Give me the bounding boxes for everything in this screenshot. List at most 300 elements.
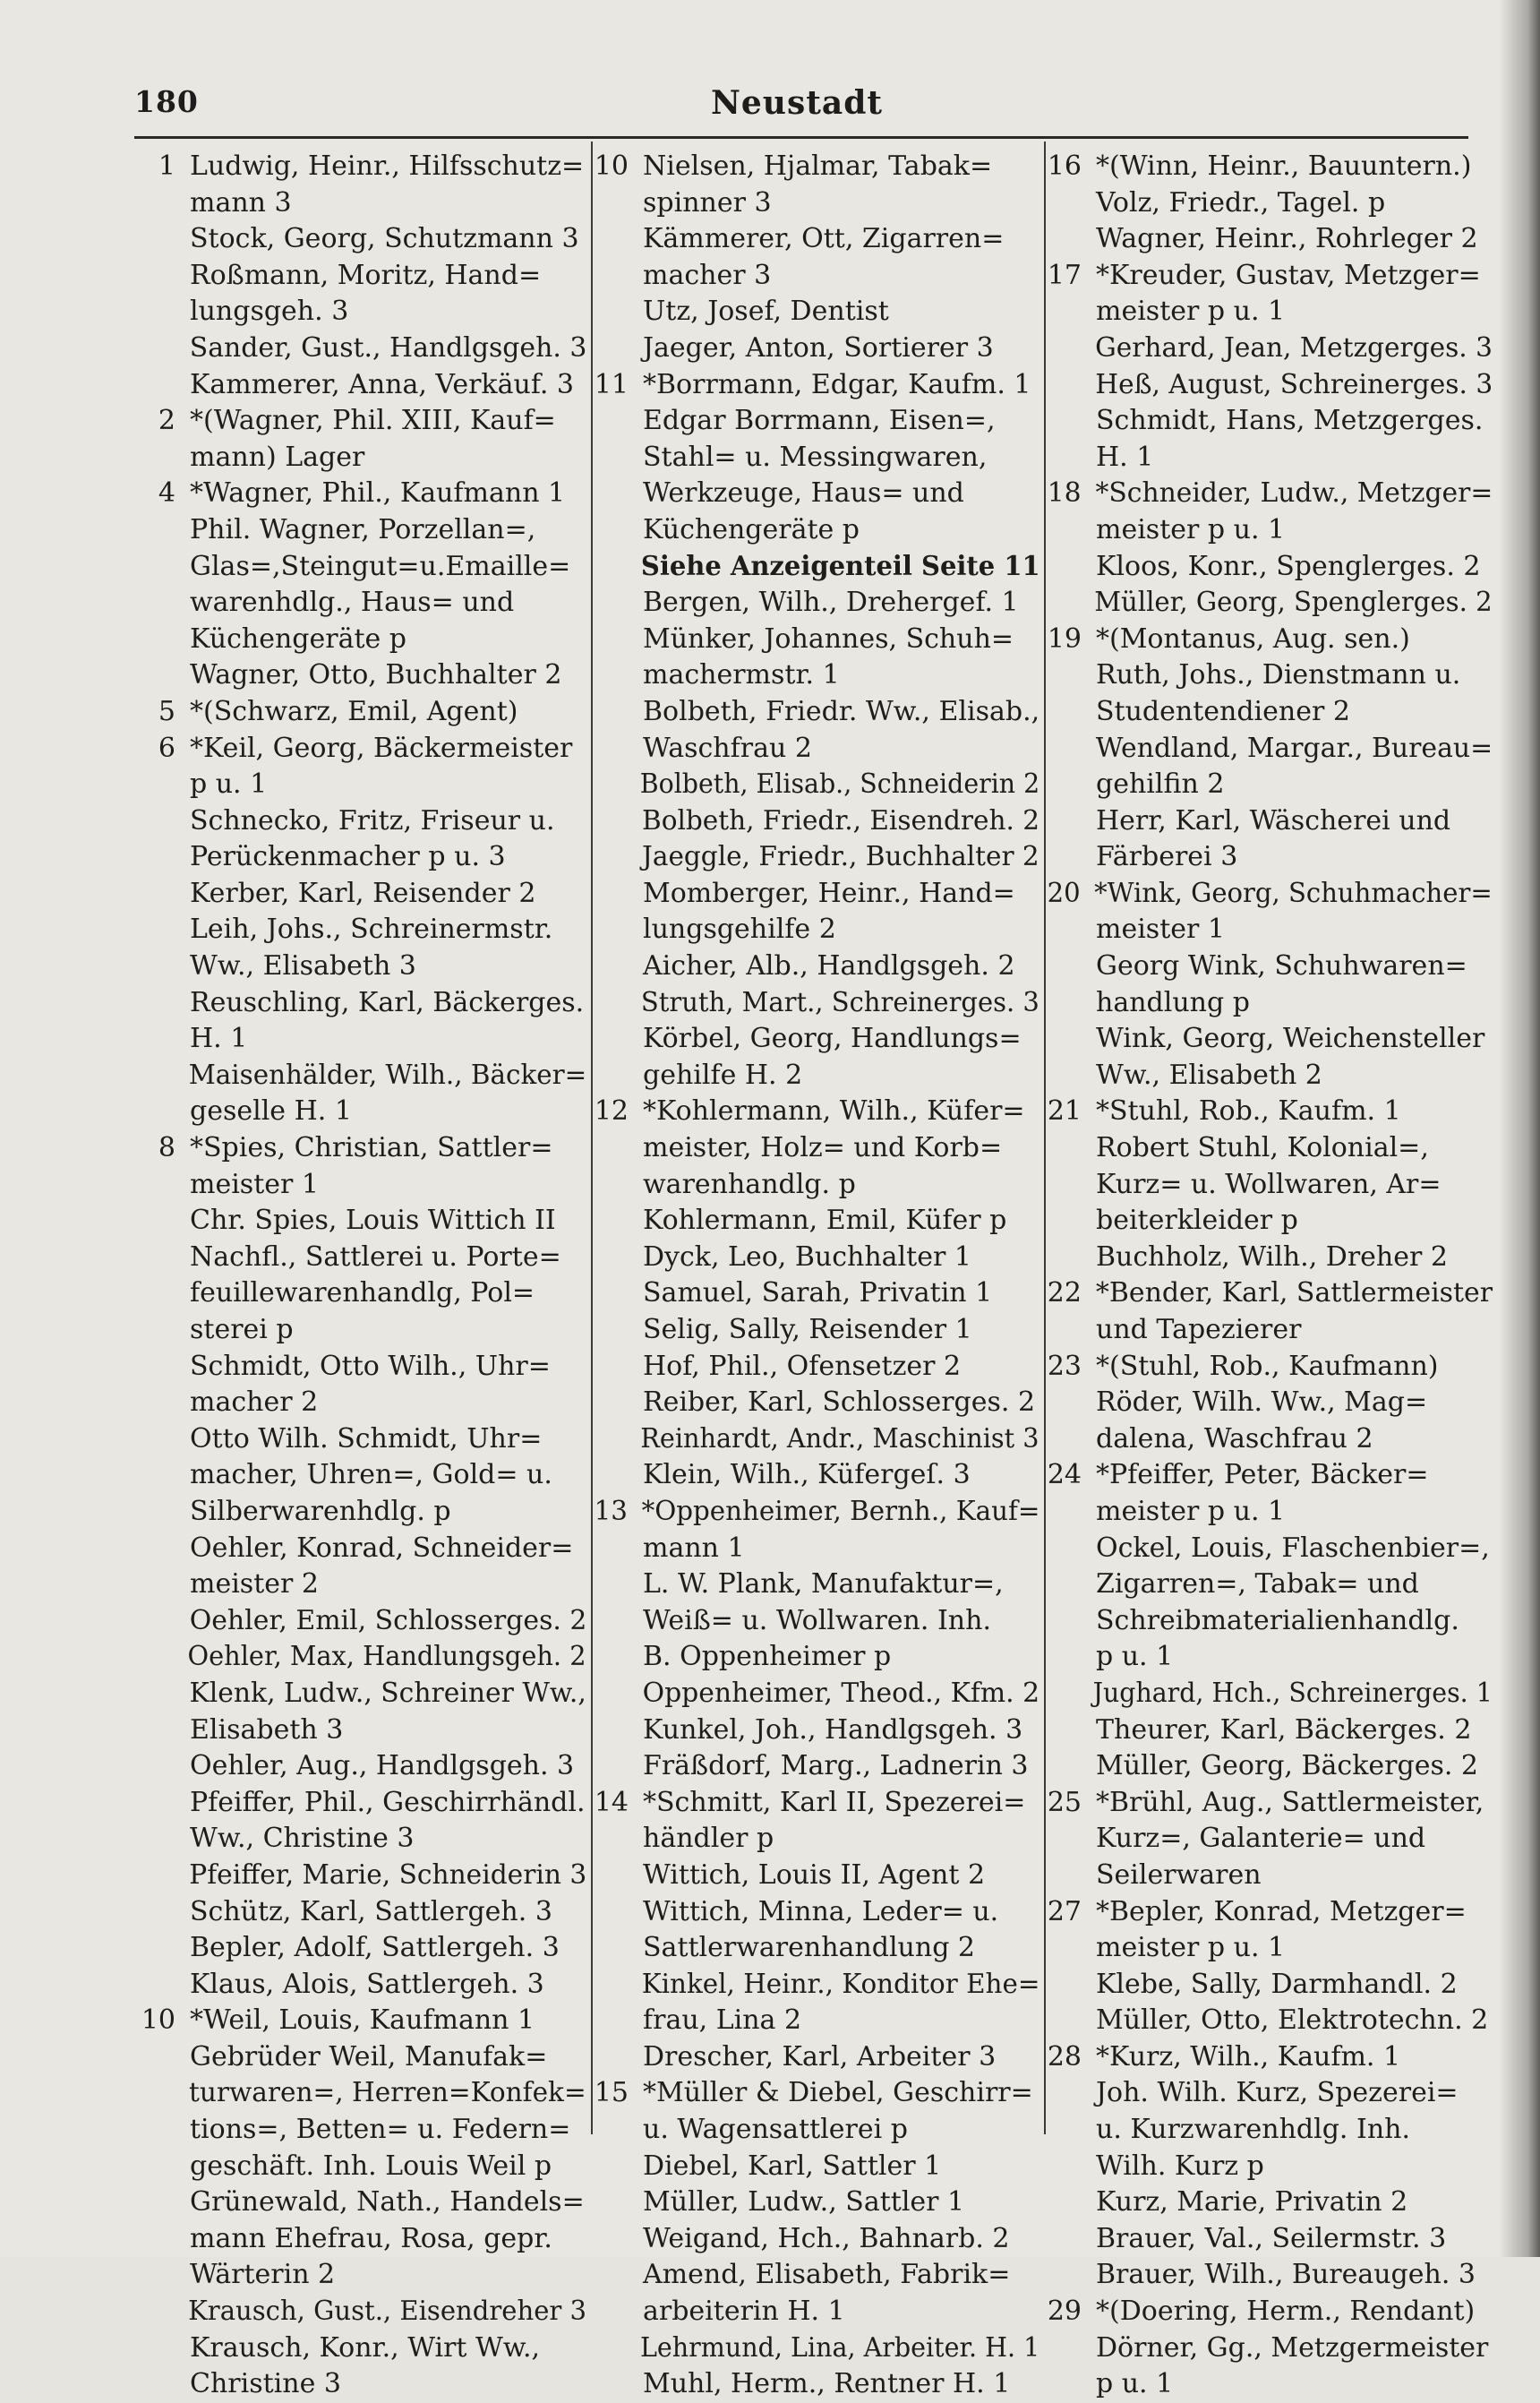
- house-number: [587, 585, 643, 622]
- house-number: 14: [594, 1786, 629, 1818]
- resident-entry: Kurz, Marie, Privatin 2: [1096, 2186, 1408, 2218]
- directory-line: [587, 1603, 1040, 1640]
- directory-line: [587, 476, 1040, 512]
- resident-entry: *Weil, Louis, Kaufmann 1: [190, 2004, 535, 2037]
- house-number: [1040, 731, 1096, 768]
- resident-entry: *(Stuhl, Rob., Kaufmann): [1096, 1350, 1439, 1382]
- house-number: [1040, 694, 1096, 731]
- directory-line: [1040, 2294, 1493, 2330]
- resident-entry: Ludwig, Heinr., Hilfsschutz=: [190, 150, 585, 182]
- directory-line: [587, 1858, 1040, 1894]
- house-number: 2: [158, 405, 175, 437]
- resident-entry: Lehrmund, Lina, Arbeiter. H. 1: [639, 2331, 1040, 2364]
- resident-entry: Elisabeth 3: [190, 1713, 344, 1746]
- house-number: [587, 1203, 643, 1240]
- directory-line: [587, 985, 1040, 1022]
- directory-line: [1040, 2039, 1493, 2076]
- house-number: 15: [594, 2077, 629, 2109]
- directory-line: [1040, 1021, 1493, 1058]
- resident-entry: Nachfl., Sattlerei u. Porte=: [190, 1240, 561, 1273]
- house-number: [134, 221, 190, 258]
- house-number: [587, 876, 643, 913]
- directory-line: [134, 512, 586, 549]
- resident-entry: Fräßdorf, Marg., Ladnerin 3: [643, 1750, 1029, 1782]
- resident-entry: Wagner, Heinr., Rohrleger 2: [1096, 223, 1478, 255]
- house-number: 8: [158, 1132, 175, 1164]
- column-3: [1040, 149, 1493, 2400]
- resident-entry: warenhdlg., Haus= und: [190, 587, 515, 619]
- resident-entry: Wendland, Margar., Bureau=: [1095, 732, 1493, 764]
- resident-entry: Werkzeuge, Haus= und: [643, 477, 964, 510]
- directory-line: [587, 876, 1040, 913]
- house-number: [1040, 549, 1096, 586]
- resident-entry: Oehler, Aug., Handlgsgeh. 3: [190, 1750, 575, 1782]
- directory-line: [1040, 1639, 1493, 1676]
- resident-entry: *Bepler, Konrad, Metzger=: [1096, 1895, 1467, 1927]
- house-number: [1040, 2257, 1096, 2294]
- house-number: [1040, 2112, 1096, 2149]
- house-number: [587, 948, 643, 985]
- directory-line: [1040, 912, 1493, 948]
- directory-line: [1040, 1203, 1493, 1240]
- directory-line: [587, 185, 1040, 222]
- directory-line: [587, 1167, 1040, 1204]
- resident-entry: *Oppenheimer, Bernh., Kauf=: [641, 1495, 1040, 1527]
- directory-line: [1040, 149, 1493, 185]
- resident-entry: meister, Holz= und Korb=: [643, 1132, 1003, 1164]
- resident-entry: turwaren=, Herren=Konfek=: [189, 2077, 586, 2109]
- house-number: [134, 803, 190, 840]
- resident-entry: Bolbeth, Friedr. Ww., Elisab.,: [643, 695, 1040, 727]
- directory-line: [587, 2184, 1040, 2221]
- directory-line: [1040, 1058, 1493, 1094]
- directory-line: [1040, 1821, 1493, 1858]
- directory-line: [134, 2330, 586, 2367]
- resident-entry: *Kreuder, Gustav, Metzger=: [1096, 259, 1481, 291]
- directory-line: [1040, 985, 1493, 1022]
- resident-entry: mann) Lager: [190, 441, 365, 473]
- resident-entry: händler p: [643, 1823, 774, 1855]
- house-number: [1040, 803, 1096, 840]
- resident-entry: Bolbeth, Friedr., Eisendreh. 2: [642, 804, 1040, 837]
- resident-entry: Körbel, Georg, Handlungs=: [643, 1023, 1022, 1055]
- resident-entry: Wittich, Minna, Leder= u.: [643, 1895, 999, 1927]
- resident-entry: Brauer, Val., Seilermstr. 3: [1096, 2222, 1447, 2254]
- house-number: [134, 1421, 190, 1458]
- directory-line: [1040, 2112, 1493, 2149]
- resident-entry: Phil. Wagner, Porzellan=,: [190, 513, 536, 545]
- house-number: [134, 585, 190, 622]
- directory-line: [134, 403, 586, 440]
- house-number: 19: [1047, 622, 1082, 655]
- directory-line: [1040, 1894, 1493, 1931]
- house-number: 20: [1047, 877, 1081, 909]
- directory-line: [1040, 731, 1491, 768]
- house-number: 28: [1047, 2040, 1082, 2073]
- resident-entry: machermstr. 1: [643, 659, 840, 691]
- house-number: [134, 330, 190, 367]
- directory-line: [587, 149, 1040, 185]
- directory-line: [1040, 1712, 1493, 1749]
- resident-entry: Reiber, Karl, Schlosserges. 2: [643, 1386, 1036, 1419]
- resident-entry: handlung p: [1096, 986, 1250, 1018]
- house-number: [587, 2294, 643, 2330]
- resident-entry: p u. 1: [190, 768, 268, 801]
- resident-entry: Amend, Elisabeth, Fabrik=: [643, 2259, 1011, 2291]
- resident-entry: Herr, Karl, Wäscherei und: [1096, 804, 1451, 837]
- directory-line: [1040, 1094, 1493, 1130]
- directory-line: [587, 367, 1040, 404]
- house-number: [1040, 294, 1096, 330]
- resident-entry: Kämmerer, Ott, Zigarren=: [643, 223, 1005, 255]
- house-number: 27: [1047, 1895, 1082, 1927]
- house-number: [587, 549, 641, 586]
- house-number: [1040, 585, 1094, 622]
- resident-entry: Buchholz, Wilh., Dreher 2: [1096, 1240, 1448, 1273]
- directory-line: [1040, 367, 1493, 404]
- resident-entry: meister 1: [1096, 914, 1225, 946]
- resident-entry: Weigand, Hch., Bahnarb. 2: [643, 2222, 1010, 2254]
- resident-entry: Küchengeräte p: [643, 513, 860, 545]
- house-number: 22: [1047, 1277, 1082, 1309]
- resident-entry: Wilh. Kurz p: [1096, 2150, 1264, 2182]
- directory-line: [134, 221, 586, 258]
- resident-entry: Kohlermann, Emil, Küfer p: [643, 1205, 1007, 1237]
- resident-entry: Grünewald, Nath., Handels=: [190, 2186, 585, 2218]
- resident-entry: Wärterin 2: [190, 2259, 336, 2291]
- directory-line: [1040, 1967, 1493, 2004]
- house-number: 24: [1047, 1459, 1082, 1491]
- directory-line: [1040, 948, 1493, 985]
- resident-entry: Ruth, Johs., Dienstmann u.: [1096, 659, 1461, 691]
- house-number: [1040, 1712, 1096, 1749]
- directory-line: [587, 2366, 1040, 2403]
- directory-line: [587, 1531, 1040, 1567]
- directory-line: [1040, 1275, 1492, 1312]
- house-number: [134, 1821, 190, 1858]
- house-number: [587, 657, 643, 694]
- directory-line: [1040, 1167, 1493, 1204]
- resident-entry: Schütz, Karl, Sattlergeh. 3: [190, 1895, 552, 1927]
- directory-line: [587, 1130, 1040, 1167]
- resident-entry: Otto Wilh. Schmidt, Uhr=: [190, 1422, 543, 1455]
- directory-line: [134, 694, 586, 731]
- house-number: [134, 657, 190, 694]
- house-number: [1040, 1421, 1096, 1458]
- resident-entry: Röder, Wilh. Ww., Mag=: [1096, 1386, 1428, 1419]
- house-number: [1040, 1058, 1096, 1094]
- directory-line: [587, 912, 1040, 948]
- resident-entry: *Borrmann, Edgar, Kaufm. 1: [643, 368, 1031, 400]
- house-number: [134, 1457, 190, 1494]
- house-number: [587, 2330, 640, 2367]
- house-number: [1040, 440, 1096, 476]
- resident-entry: *Brühl, Aug., Sattlermeister,: [1096, 1786, 1484, 1818]
- resident-entry: Diebel, Karl, Sattler 1: [643, 2150, 942, 2182]
- house-number: [134, 1494, 190, 1531]
- resident-entry: arbeiterin H. 1: [643, 2296, 845, 2328]
- directory-line: [587, 1930, 1040, 1967]
- house-number: [1040, 512, 1096, 549]
- directory-line: [587, 440, 1040, 476]
- resident-entry: Silberwarenhdlg. p: [190, 1495, 451, 1527]
- resident-entry: mann 3: [190, 186, 292, 219]
- resident-entry: lungsgeh. 3: [190, 296, 349, 328]
- house-number: [134, 985, 190, 1022]
- directory-line: [134, 1457, 586, 1494]
- resident-entry: Heß, August, Schreinerges. 3: [1095, 368, 1493, 400]
- directory-line: [1040, 1603, 1493, 1640]
- house-number: 29: [1047, 2296, 1082, 2328]
- running-title: Neustadt: [710, 84, 883, 122]
- directory-line: [587, 731, 1040, 768]
- directory-line: [134, 2003, 586, 2039]
- directory-line: [587, 2039, 1040, 2076]
- house-number: [134, 912, 190, 948]
- resident-entry: spinner 3: [643, 186, 772, 219]
- house-number: 12: [594, 1095, 629, 1128]
- directory-line: [587, 1821, 1040, 1858]
- resident-entry: Waschfrau 2: [643, 732, 812, 764]
- advertisement-reference: Siehe Anzeigenteil Seite 11: [640, 550, 1040, 582]
- directory-line: [587, 948, 1040, 985]
- directory-line: [1040, 440, 1493, 476]
- resident-entry: Wittich, Louis II, Agent 2: [643, 1858, 986, 1891]
- directory-line: [134, 2075, 586, 2112]
- house-number: [587, 476, 643, 512]
- directory-line: [587, 221, 1040, 258]
- house-number: [587, 1676, 643, 1712]
- resident-entry: Seilerwaren: [1096, 1858, 1262, 1891]
- resident-entry: H. 1: [190, 1023, 248, 1055]
- house-number: [134, 440, 190, 476]
- directory-line: [1040, 1312, 1493, 1349]
- directory-line: [587, 1785, 1040, 1822]
- directory-line: [1040, 403, 1493, 440]
- resident-entry: Gerhard, Jean, Metzgerges. 3: [1095, 331, 1493, 364]
- directory-line: [587, 1349, 1040, 1386]
- house-number: [1040, 948, 1096, 985]
- house-number: [1040, 2184, 1096, 2221]
- directory-line: [134, 622, 586, 658]
- house-number: 1: [158, 150, 175, 182]
- house-number: [587, 1349, 643, 1386]
- resident-entry: Stock, Georg, Schutzmann 3: [190, 223, 579, 255]
- house-number: [1040, 2330, 1096, 2367]
- resident-entry: *(Schwarz, Emil, Agent): [190, 695, 518, 727]
- house-number: [134, 1639, 188, 1676]
- directory-line: [1040, 2221, 1493, 2258]
- directory-line: [587, 2112, 1040, 2149]
- resident-entry: und Tapezierer: [1096, 1314, 1302, 1345]
- resident-entry: Ww., Elisabeth 2: [1096, 1059, 1322, 1091]
- directory-line: [134, 1748, 586, 1785]
- directory-line: [587, 767, 1040, 803]
- house-number: [134, 839, 190, 876]
- house-number: [134, 2184, 190, 2221]
- directory-line: [587, 294, 1040, 330]
- house-number: [587, 839, 642, 876]
- house-number: [134, 2075, 189, 2112]
- resident-entry: *Keil, Georg, Bäckermeister: [190, 732, 573, 764]
- house-number: [1040, 1639, 1096, 1676]
- house-number: [587, 294, 643, 330]
- directory-line: [1040, 2366, 1493, 2403]
- house-number: [134, 1240, 190, 1276]
- house-number: [1040, 1240, 1096, 1276]
- resident-entry: meister 1: [190, 1168, 319, 1200]
- directory-line: [587, 2075, 1040, 2112]
- house-number: [1040, 985, 1096, 1022]
- house-number: [587, 258, 643, 295]
- house-number: [587, 1167, 643, 1204]
- house-number: [134, 367, 190, 404]
- directory-line: [1040, 2075, 1493, 2112]
- house-number: [134, 1349, 190, 1386]
- house-number: [134, 294, 190, 330]
- house-number: 17: [1047, 259, 1082, 291]
- directory-line: [1040, 2003, 1493, 2039]
- house-number: [1040, 1676, 1093, 1712]
- house-number: [134, 185, 190, 222]
- page-number: 180: [134, 84, 199, 119]
- resident-entry: Reinhardt, Andr., Maschinist 3: [640, 1422, 1040, 1455]
- house-number: [134, 1021, 190, 1058]
- house-number: [134, 1312, 190, 1349]
- house-number: [587, 1894, 643, 1931]
- house-number: [587, 2257, 643, 2294]
- resident-entry: B. Oppenheimer p: [643, 1641, 892, 1673]
- directory-line: [587, 512, 1040, 549]
- directory-line: [1040, 767, 1493, 803]
- resident-entry: Maisenhälder, Wilh., Bäcker=: [188, 1059, 587, 1091]
- resident-entry: Oehler, Konrad, Schneider=: [190, 1532, 574, 1564]
- directory-line: [1040, 1566, 1493, 1603]
- resident-entry: *Schneider, Ludw., Metzger=: [1095, 477, 1493, 510]
- resident-entry: Pfeiffer, Phil., Geschirrhändl.: [190, 1786, 586, 1818]
- resident-entry: Christine 3: [190, 2368, 341, 2400]
- directory-line: [134, 258, 586, 295]
- directory-line: [134, 549, 586, 586]
- resident-entry: Struth, Mart., Schreinerges. 3: [640, 986, 1040, 1018]
- directory-line: [134, 839, 586, 876]
- house-number: [1040, 1821, 1096, 1858]
- directory-line: [1040, 330, 1493, 367]
- directory-line: [1040, 512, 1493, 549]
- directory-line: [1040, 2257, 1493, 2294]
- house-number: [587, 1639, 643, 1676]
- house-number: [134, 2366, 190, 2403]
- resident-entry: lungsgehilfe 2: [643, 914, 836, 946]
- house-number: [1040, 1858, 1096, 1894]
- house-number: [134, 1785, 190, 1822]
- resident-entry: Ww., Christine 3: [190, 1823, 415, 1855]
- directory-line: [134, 1130, 586, 1167]
- house-number: [1040, 1203, 1096, 1240]
- house-number: [1040, 2366, 1096, 2403]
- directory-line: [1040, 476, 1493, 512]
- directory-line: [587, 622, 1040, 658]
- resident-entry: Edgar Borrmann, Eisen=,: [643, 405, 996, 437]
- house-number: [587, 2039, 643, 2076]
- house-number: [587, 1930, 643, 1967]
- directory-line: [134, 294, 586, 330]
- resident-entry: gehilfe H. 2: [643, 1059, 803, 1091]
- resident-entry: Kurz= u. Wollwaren, Ar=: [1096, 1168, 1442, 1200]
- resident-entry: Müller, Otto, Elektrotechn. 2: [1096, 2004, 1489, 2037]
- house-number: [1040, 912, 1096, 948]
- house-number: [587, 622, 643, 658]
- house-number: [587, 1821, 643, 1858]
- house-number: [134, 1385, 190, 1421]
- house-number: [587, 1457, 643, 1494]
- house-number: [1040, 1930, 1096, 1967]
- resident-entry: *Kurz, Wilh., Kaufm. 1: [1096, 2040, 1401, 2073]
- resident-entry: Küchengeräte p: [190, 622, 407, 655]
- directory-line: [134, 330, 585, 367]
- resident-entry: Samuel, Sarah, Privatin 1: [643, 1277, 993, 1309]
- resident-entry: Klein, Wilh., Küfergeſ. 3: [643, 1459, 971, 1491]
- directory-line: [587, 1748, 1040, 1785]
- house-number: [587, 1275, 643, 1312]
- resident-entry: Zigarren=, Tabak= und: [1096, 1568, 1419, 1601]
- house-number: [587, 1603, 643, 1640]
- house-number: [134, 2294, 188, 2330]
- directory-line: [587, 1240, 1040, 1276]
- house-number: [587, 1021, 643, 1058]
- directory-line: [134, 1566, 586, 1603]
- directory-line: [134, 2257, 586, 2294]
- resident-entry: Selig, Sally, Reisender 1: [643, 1314, 972, 1345]
- directory-line: [134, 767, 586, 803]
- resident-entry: Hof, Phil., Ofensetzer 2: [643, 1350, 962, 1382]
- resident-entry: Färberei 3: [1096, 841, 1238, 873]
- directory-line: [587, 1385, 1040, 1421]
- resident-entry: Jughard, Hch., Schreinerges. 1: [1092, 1677, 1493, 1709]
- directory-line: [587, 1894, 1040, 1931]
- resident-entry: Klenk, Ludw., Schreiner Ww.,: [189, 1677, 586, 1709]
- directory-line: [587, 2003, 1040, 2039]
- directory-line: [134, 1785, 586, 1822]
- house-number: [134, 1566, 190, 1603]
- house-number: [1040, 767, 1096, 803]
- directory-line: [1040, 1240, 1493, 1276]
- directory-line: [587, 2294, 1040, 2330]
- directory-line: [134, 948, 586, 985]
- directory-line: [587, 1566, 1040, 1603]
- directory-line: [1040, 1531, 1493, 1567]
- resident-entry: meister p u. 1: [1096, 1495, 1286, 1527]
- house-number: [134, 1058, 189, 1094]
- directory-line: [1040, 2330, 1493, 2367]
- resident-entry: u. Kurzwarenhdlg. Inh.: [1096, 2114, 1411, 2146]
- house-number: [1040, 1021, 1096, 1058]
- resident-entry: warenhandlg. p: [643, 1168, 856, 1200]
- resident-entry: Stahl= u. Messingwaren,: [643, 441, 988, 473]
- directory-line: [134, 985, 586, 1022]
- house-number: [134, 1967, 190, 2004]
- resident-entry: *Stuhl, Rob., Kaufm. 1: [1096, 1095, 1401, 1128]
- directory-line: [587, 1457, 1040, 1494]
- resident-entry: Jaeger, Anton, Sortierer 3: [643, 331, 994, 364]
- house-number: [134, 2221, 190, 2258]
- house-number: [134, 1712, 190, 1749]
- house-number: [1040, 1748, 1096, 1785]
- house-number: 16: [1047, 150, 1082, 182]
- resident-entry: Chr. Spies, Louis Wittich II: [190, 1205, 556, 1237]
- directory-line: [587, 2257, 1040, 2294]
- resident-entry: Müller, Georg, Spenglerges. 2: [1094, 587, 1493, 619]
